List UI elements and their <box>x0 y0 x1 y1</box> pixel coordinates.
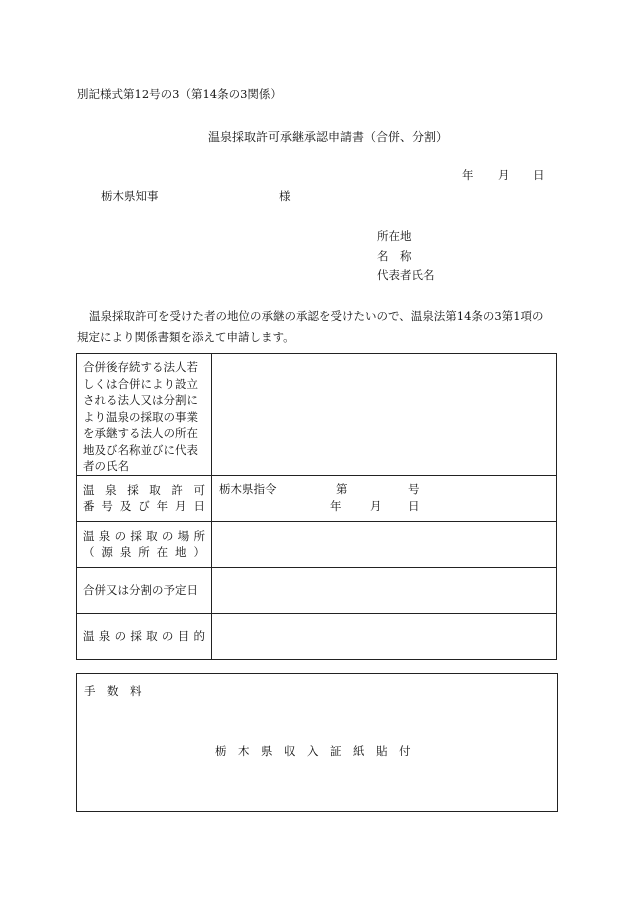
date-day: 日 <box>533 168 545 182</box>
label-char: 許 <box>171 482 183 497</box>
addressee-name: 栃木県知事 <box>101 189 159 203</box>
table-row <box>77 613 557 659</box>
label-char: び <box>138 499 150 513</box>
table-row <box>77 354 557 476</box>
label-char: 場 <box>177 528 190 543</box>
label-char: 日 <box>193 499 205 513</box>
label-char: （ <box>83 545 95 559</box>
label-char: ） <box>193 545 205 559</box>
label-char: 採 <box>130 528 142 543</box>
label-char: 取 <box>146 628 158 643</box>
label-char: 号 <box>101 499 113 513</box>
permit-number-value[interactable] <box>212 475 557 521</box>
table-row <box>77 475 557 521</box>
permit-dai: 第 <box>336 481 348 496</box>
label-char: の <box>114 528 127 543</box>
label-char: 温 <box>83 628 95 643</box>
label-char: 泉 <box>98 628 111 643</box>
date-month: 月 <box>498 168 510 182</box>
label-char: の <box>114 628 127 643</box>
form-reference: 別記様式第12号の3（第14条の3関係） <box>77 87 282 101</box>
label-char: 取 <box>146 528 158 543</box>
label-char: の <box>161 528 174 543</box>
label-char: の <box>161 628 174 643</box>
label-char: 及 <box>119 499 132 513</box>
successor-corporation-value[interactable] <box>212 354 557 476</box>
intro-text-line2: 規定により関係書類を添えて申請します。 <box>77 330 295 344</box>
label-char: 月 <box>175 499 187 513</box>
permit-go: 号 <box>408 481 420 496</box>
label-char: 泉 <box>105 482 117 497</box>
collection-purpose-value[interactable] <box>212 613 557 659</box>
permit-month: 月 <box>370 498 382 513</box>
fee-label: 手 数 料 <box>84 684 142 698</box>
label-char: 所 <box>193 528 205 543</box>
label-char: 目 <box>177 628 190 643</box>
date-year: 年 <box>462 168 474 182</box>
scheduled-date-value[interactable] <box>212 567 557 613</box>
label-char: 取 <box>149 482 161 497</box>
permit-day: 日 <box>408 498 420 513</box>
label-char: 番 <box>83 499 95 513</box>
successor-corporation-label: 合併後存続する法人若しくは合併により設立される法人又は分割により温泉の採取の事業を承継する法人の所在地及び名称並びに代表者の氏名 <box>77 354 212 476</box>
label-char: 採 <box>127 482 139 497</box>
document-title: 温泉採取許可承継承認申請書（合併、分割） <box>208 130 449 144</box>
application-table <box>76 353 557 660</box>
applicant-name-label: 名 称 <box>377 249 412 263</box>
permit-year: 年 <box>330 498 342 513</box>
addressee-honorific: 様 <box>279 189 291 203</box>
label-char: 的 <box>193 628 205 643</box>
label-char: 可 <box>193 482 205 497</box>
collection-purpose-label <box>77 613 212 659</box>
table-row <box>77 567 557 613</box>
label-char: 年 <box>156 499 169 513</box>
label-char: 温 <box>83 528 95 543</box>
revenue-stamp-area: 栃 木 県 収 入 証 紙 貼 付 <box>215 744 411 758</box>
applicant-address-label: 所在地 <box>377 229 412 243</box>
permit-prefix: 栃木県指令 <box>219 481 277 496</box>
label-char: 所 <box>138 545 150 559</box>
label-char: 地 <box>175 545 187 559</box>
permit-number-label <box>77 475 212 521</box>
scheduled-date-label: 合併又は分割の予定日 <box>77 567 212 613</box>
label-char: 温 <box>83 482 95 497</box>
collection-location-label <box>77 521 212 567</box>
label-char: 泉 <box>119 545 132 559</box>
fee-box <box>76 673 558 812</box>
applicant-representative-label: 代表者氏名 <box>377 268 435 282</box>
label-char: 採 <box>130 628 142 643</box>
table-row <box>77 521 557 567</box>
label-char: 在 <box>156 545 169 559</box>
label-char: 泉 <box>98 528 111 543</box>
intro-text-line1: 温泉採取許可を受けた者の地位の承継の承認を受けたいので、温泉法第14条の3第1項の <box>89 309 544 323</box>
collection-location-value[interactable] <box>212 521 557 567</box>
label-char: 源 <box>101 545 113 559</box>
